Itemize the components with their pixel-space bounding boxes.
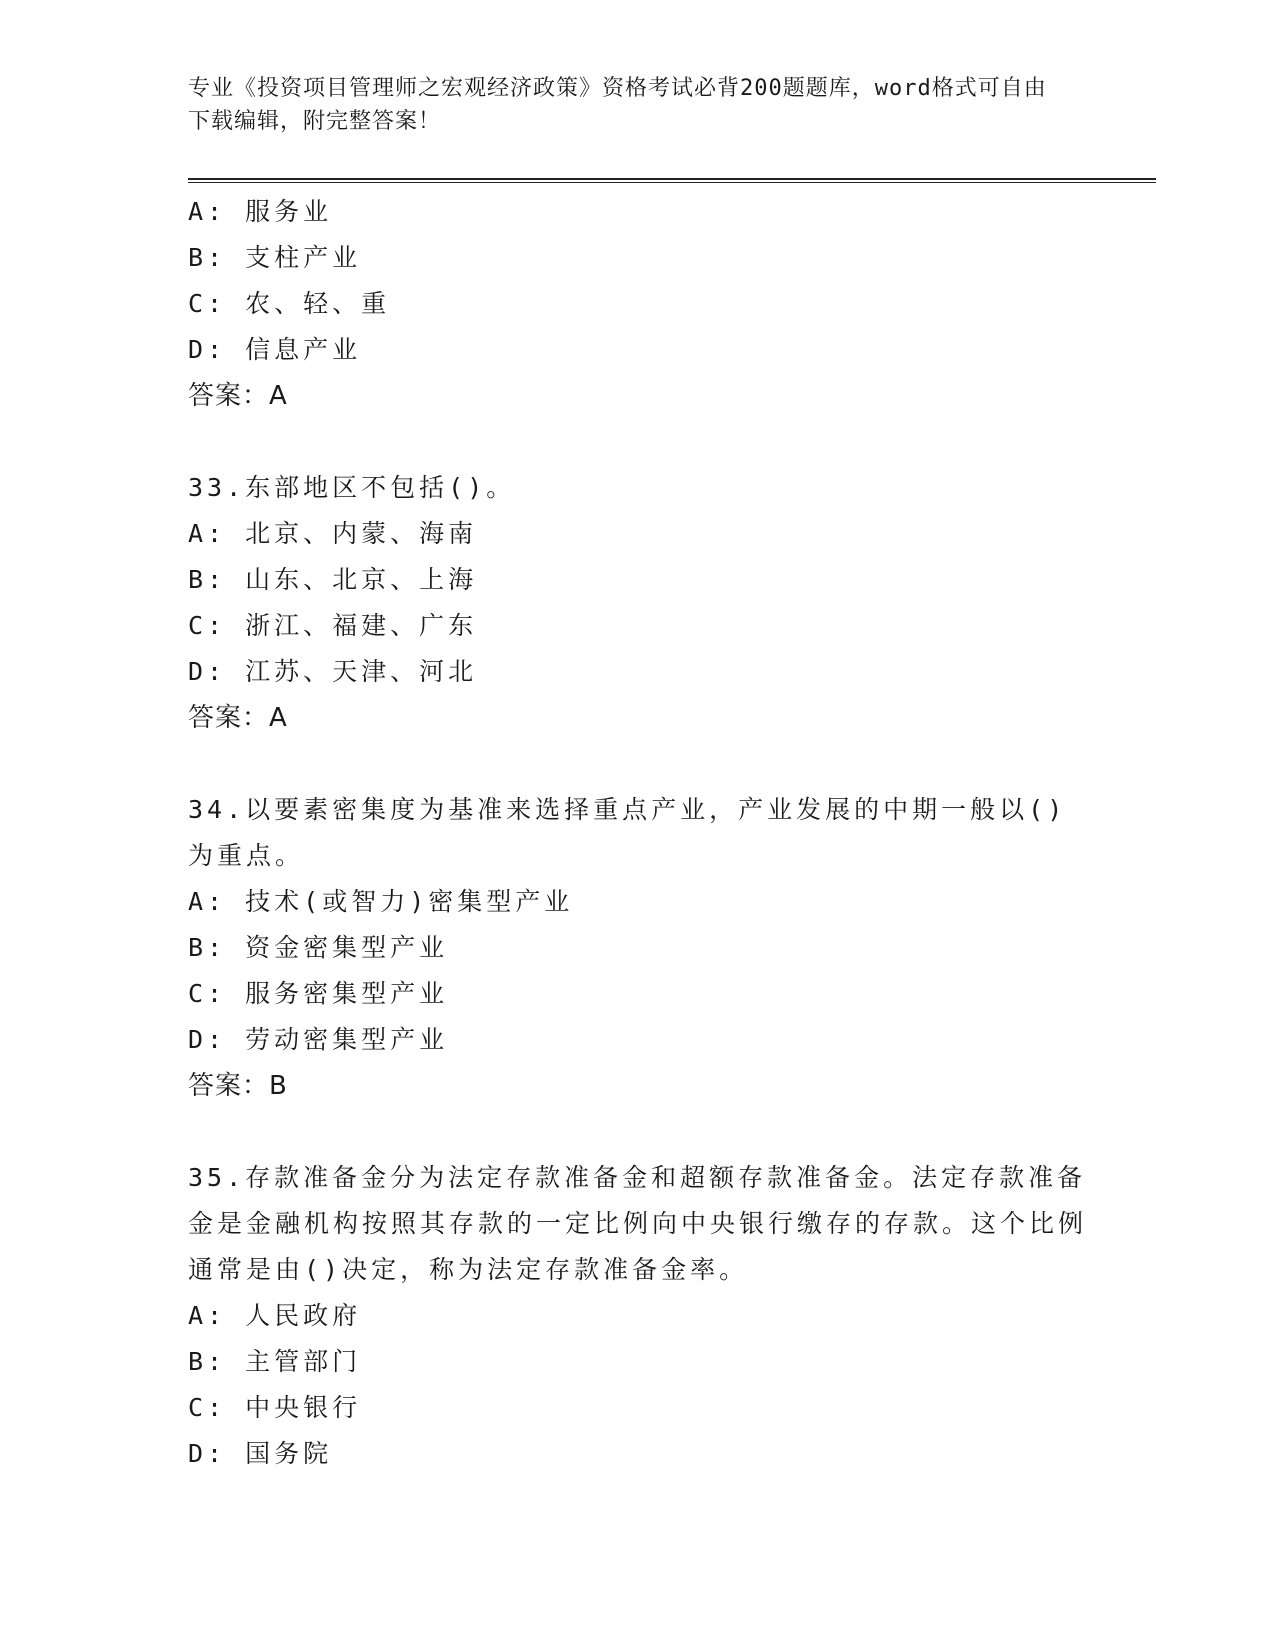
option-a: A: 技术(或智力)密集型产业 <box>188 887 574 916</box>
question-33 <box>188 465 1088 741</box>
option-a: A: 人民政府 <box>188 1301 362 1330</box>
question-list <box>188 189 1088 1477</box>
option-b: B: 主管部门 <box>188 1347 362 1376</box>
option-b: B: 山东、北京、上海 <box>188 565 478 594</box>
option-d: D: 信息产业 <box>188 335 362 364</box>
question-stem: 33.东部地区不包括()。 <box>188 473 516 502</box>
option-d: D: 江苏、天津、河北 <box>188 657 478 686</box>
question-32-options <box>188 189 1088 419</box>
option-c: C: 浙江、福建、广东 <box>188 611 478 640</box>
spacer <box>188 741 1088 787</box>
document-header: 专业《投资项目管理师之宏观经济政策》资格考试必背200题题库，word格式可自由下载编辑，附完整答案！ <box>188 76 1047 134</box>
option-b: B: 资金密集型产业 <box>188 933 449 962</box>
option-d: D: 国务院 <box>188 1439 333 1468</box>
question-34 <box>188 787 1088 1109</box>
option-c: C: 农、轻、重 <box>188 289 391 318</box>
option-c: C: 中央银行 <box>188 1393 362 1422</box>
option-b: B: 支柱产业 <box>188 243 362 272</box>
spacer <box>188 419 1088 465</box>
question-stem: 34.以要素密集度为基准来选择重点产业，产业发展的中期一般以()为重点。 <box>188 795 1067 870</box>
answer-label: 答案：B <box>188 1071 288 1101</box>
question-35 <box>188 1155 1088 1477</box>
option-a: A: 北京、内蒙、海南 <box>188 519 478 548</box>
option-a: A: 服务业 <box>188 197 333 226</box>
option-d: D: 劳动密集型产业 <box>188 1025 449 1054</box>
answer-label: 答案：A <box>188 703 288 733</box>
header-divider <box>188 178 1156 183</box>
option-c: C: 服务密集型产业 <box>188 979 449 1008</box>
answer-label: 答案：A <box>188 381 288 411</box>
question-stem: 35.存款准备金分为法定存款准备金和超额存款准备金。法定存款准备金是金融机构按照其存款的一定比例向中央银行缴存的存款。这个比例通常是由()决定，称为法定存款准备金率。 <box>188 1163 1088 1284</box>
spacer <box>188 1109 1088 1155</box>
